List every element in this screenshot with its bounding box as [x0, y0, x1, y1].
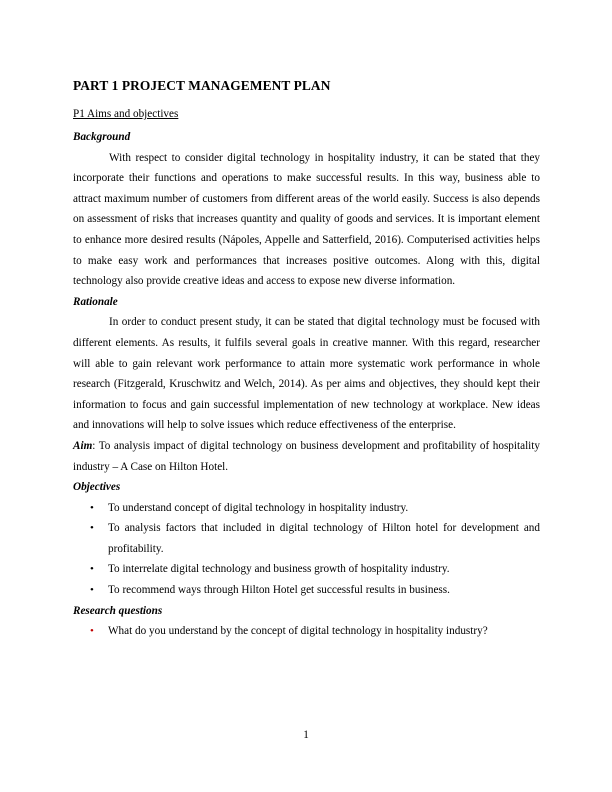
rationale-paragraph: In order to conduct present study, it can be stated that digital technology must be focused with different elements. As results, it fulfils several goals in creative manner. With this regard, researcher will able to gain relevant work performance to attain more systematic work performance in whole research (Fitzgerald, Kruschwitz and Welch, 2014). As per aims and objectives, they should kept their information to focus and gain successful implementation of new technology at workplace. New ideas and innovations will help to solve issues which reduce effectiveness of the enterprise. [73, 316, 540, 432]
list-item [73, 559, 540, 580]
list-item [73, 498, 540, 519]
list-item [73, 621, 540, 642]
objective-text: To analysis factors that included in digital technology of Hilton hotel for development and profitability. [108, 522, 540, 555]
research-questions-list [73, 621, 540, 642]
objective-text: To understand concept of digital technology in hospitality industry. [108, 501, 409, 514]
background-label: Background [73, 131, 131, 143]
page-content [73, 78, 540, 642]
objective-text: To recommend ways through Hilton Hotel get successful results in business. [108, 584, 450, 597]
objective-text: To interrelate digital technology and business growth of hospitality industry. [108, 563, 450, 576]
objectives-list [73, 498, 540, 601]
rationale-label: Rationale [73, 295, 118, 308]
research-question-text: What do you understand by the concept of digital technology in hospitality industry? [108, 625, 488, 638]
aim-paragraph [73, 436, 540, 477]
aim-text: : To analysis impact of digital technology on business development and profitability of hospitality industry – A Case on Hilton Hotel. [73, 439, 540, 473]
page-heading: PART 1 PROJECT MANAGEMENT PLAN [73, 78, 331, 93]
aim-label: Aim [73, 439, 93, 452]
list-item [73, 518, 540, 559]
research-questions-label: Research questions [73, 604, 163, 617]
bullet-icon: • [90, 563, 94, 576]
section-title: P1 Aims and objectives [73, 108, 179, 120]
bullet-icon: • [90, 522, 94, 535]
objectives-label: Objectives [73, 481, 121, 494]
bullet-icon: • [90, 625, 94, 638]
list-item [73, 580, 540, 601]
background-paragraph: With respect to consider digital technology in hospitality industry, it can be stated that they incorporate their functions and operations to make successful results. In this way, business able to attract maximum number of customers from different areas of the world easily. Success is also depends on assessment of risks that increases quantity and quality of goods and services. It is important element to enhance more desired results (Nápoles, Appelle and Satterfield, 2016). Computerised activities helps to make easy work and performances that increases positive outcomes. Along with this, digital technology also provide creative ideas and access to expose new diverse information. [73, 151, 540, 288]
bullet-icon: • [90, 501, 94, 514]
page-number: 1 [303, 729, 309, 741]
bullet-icon: • [90, 584, 94, 597]
